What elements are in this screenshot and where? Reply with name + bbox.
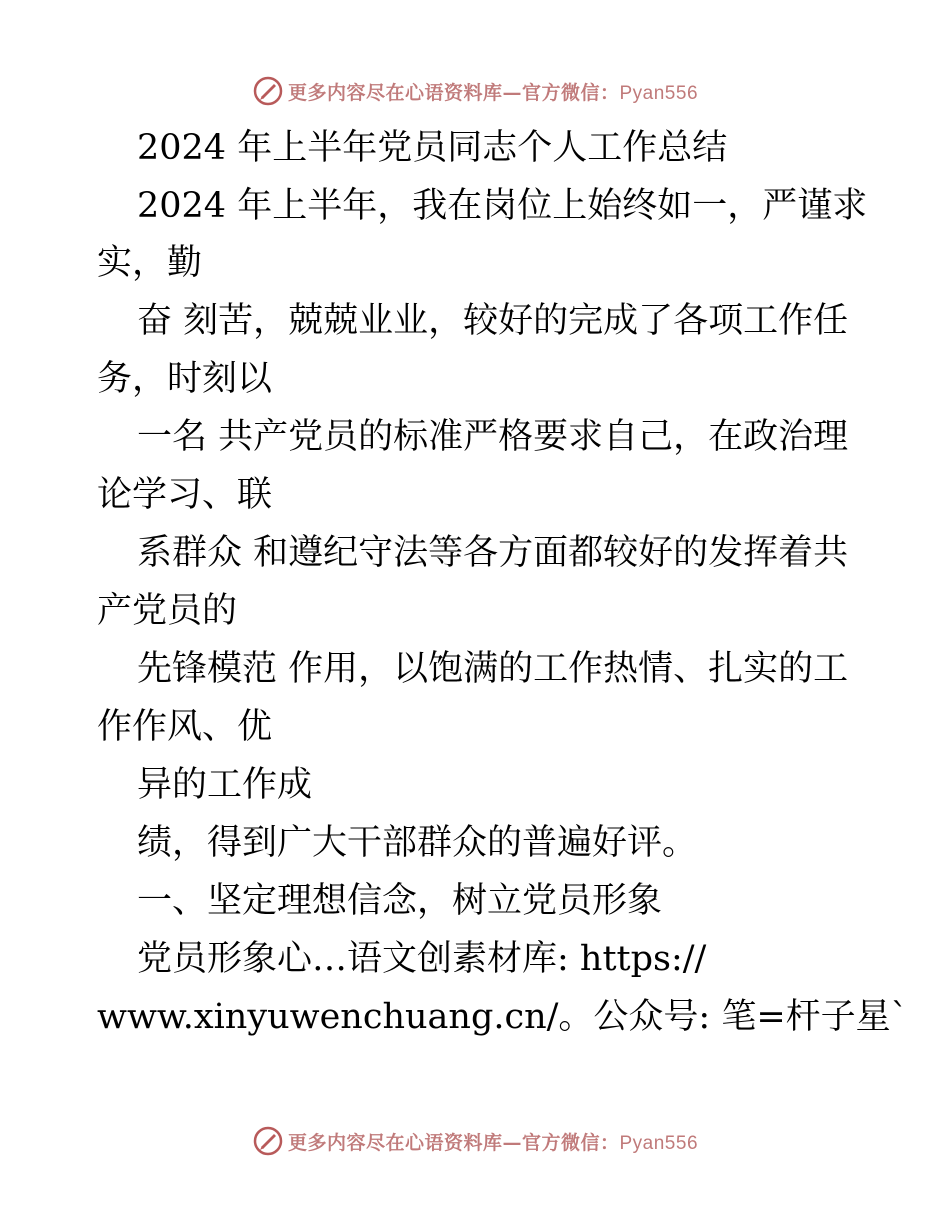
paragraph-line: 党员形象心…语文创素材库: https:// [137,939,707,979]
watermark-label: 更多内容尽在心语资料库—官方微信： [287,81,620,104]
watermark-text [288,1128,698,1155]
paragraph-line: 绩，得到广大干部群众的普遍好评。 [137,823,698,863]
paragraph-line: 作作风、优 [97,707,273,747]
paragraph-line: 先锋模范 作用，以饱满的工作热情、扎实的工 [137,649,849,689]
paragraph-line: www.xinyuwenchuang.cn/。公众号: 笔=杆子星` [97,997,909,1037]
paragraph-line: 系群众 和遵纪守法等各方面都较好的发挥着共 [137,533,849,573]
paragraph-line: 实，勤 [97,243,203,283]
paragraph-line: 奋 刻苦，兢兢业业，较好的完成了各项工作任 [137,301,849,341]
paragraph-line: 一名 共产党员的标准严格要求自己，在政治理 [137,417,849,457]
watermark-text [288,78,698,105]
footer-watermark-banner [0,1121,950,1161]
document-title: 2024 年上半年党员同志个人工作总结 [137,128,728,168]
watermark-wechat-id: Pyan556 [619,1132,699,1154]
quill-seal-logo-icon [252,75,284,107]
header-watermark-banner [0,71,950,111]
paragraph-line: 论学习、联 [97,475,273,515]
paragraph-line: 2024 年上半年，我在岗位上始终如一，严谨求 [137,186,868,226]
watermark-wechat-id: Pyan556 [619,82,699,104]
quill-seal-logo-icon [252,1125,284,1157]
watermark-label: 更多内容尽在心语资料库—官方微信： [287,1131,620,1154]
paragraph-line: 务，时刻以 [97,359,273,399]
paragraph-line: 异的工作成 [137,765,313,805]
section-heading: 一、坚定理想信念，树立党员形象 [137,881,663,921]
paragraph-line: 产党员的 [97,591,238,631]
